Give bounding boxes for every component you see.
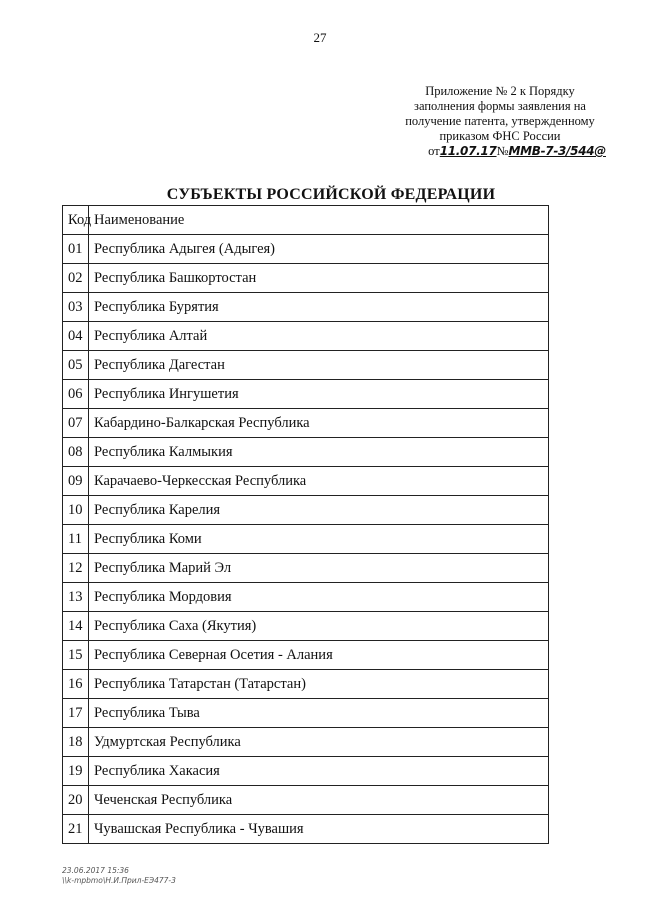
table-row [63,351,549,380]
table-row [63,699,549,728]
cell-code: 11 [63,525,89,554]
cell-name: Республика Хакасия [89,757,549,786]
table-row [63,235,549,264]
table-row [63,264,549,293]
cell-code: 13 [63,583,89,612]
table-row [63,583,549,612]
cell-code: 03 [63,293,89,322]
table-row [63,612,549,641]
cell-name: Республика Адыгея (Адыгея) [89,235,549,264]
cell-name: Удмуртская Республика [89,728,549,757]
cell-name: Республика Калмыкия [89,438,549,467]
cell-code: 04 [63,322,89,351]
file-footer [62,866,176,886]
document-title: СУБЪЕКТЫ РОССИЙСКОЙ ФЕДЕРАЦИИ [166,186,496,203]
footer-file-path: \\k-mpbmo\Н.И.Прил-ЕЭ477-3 [62,876,176,885]
cell-name: Республика Карелия [89,496,549,525]
appendix-line-3: получение патента, утвержденному [405,114,595,128]
cell-code: 10 [63,496,89,525]
table-row [63,815,549,844]
table-row [63,496,549,525]
cell-code: 02 [63,264,89,293]
cell-name: Республика Алтай [89,322,549,351]
cell-name: Республика Татарстан (Татарстан) [89,670,549,699]
table-row [63,293,549,322]
table-row [63,670,549,699]
cell-name: Республика Саха (Якутия) [89,612,549,641]
cell-code: 20 [63,786,89,815]
cell-name: Кабардино-Балкарская Республика [89,409,549,438]
cell-code: 07 [63,409,89,438]
appendix-line-1: Приложение № 2 к Порядку [425,84,575,98]
order-number-handwritten: ММВ-7-3/544@ [508,144,606,158]
footer-timestamp: 23.06.2017 15:36 [62,866,129,875]
cell-name: Чувашская Республика - Чувашия [89,815,549,844]
order-date-handwritten: 11.07.17 [439,144,497,158]
cell-name: Республика Северная Осетия - Алания [89,641,549,670]
appendix-note [380,84,620,159]
cell-name: Карачаево-Черкесская Республика [89,467,549,496]
table-row [63,757,549,786]
cell-code: 14 [63,612,89,641]
table-row [63,438,549,467]
cell-code: 05 [63,351,89,380]
cell-code: 17 [63,699,89,728]
cell-code: 15 [63,641,89,670]
cell-name: Республика Марий Эл [89,554,549,583]
table-body [63,235,549,844]
header-code: Код [63,206,89,235]
subjects-table [62,205,549,844]
cell-name: Республика Ингушетия [89,380,549,409]
appendix-line-4: приказом ФНС России [439,129,561,143]
cell-code: 06 [63,380,89,409]
order-number-prefix: № [496,144,509,158]
cell-name: Республика Тыва [89,699,549,728]
table-row [63,728,549,757]
cell-name: Чеченская Республика [89,786,549,815]
table-row [63,322,549,351]
cell-name: Республика Мордовия [89,583,549,612]
table-row [63,786,549,815]
table-row [63,409,549,438]
cell-name: Республика Дагестан [89,351,549,380]
table-row [63,641,549,670]
table-row [63,380,549,409]
cell-code: 09 [63,467,89,496]
table-header-row [63,206,549,235]
cell-code: 16 [63,670,89,699]
order-reference [380,144,620,159]
header-name: Наименование [89,206,549,235]
table-row [63,525,549,554]
table-row [63,467,549,496]
cell-code: 08 [63,438,89,467]
cell-code: 12 [63,554,89,583]
cell-name: Республика Башкортостан [89,264,549,293]
cell-name: Республика Бурятия [89,293,549,322]
table-row [63,554,549,583]
cell-code: 21 [63,815,89,844]
cell-code: 19 [63,757,89,786]
appendix-line-2: заполнения формы заявления на [414,99,586,113]
page-number: 27 [313,30,327,45]
cell-code: 01 [63,235,89,264]
cell-name: Республика Коми [89,525,549,554]
cell-code: 18 [63,728,89,757]
order-from-prefix: от [428,144,440,158]
